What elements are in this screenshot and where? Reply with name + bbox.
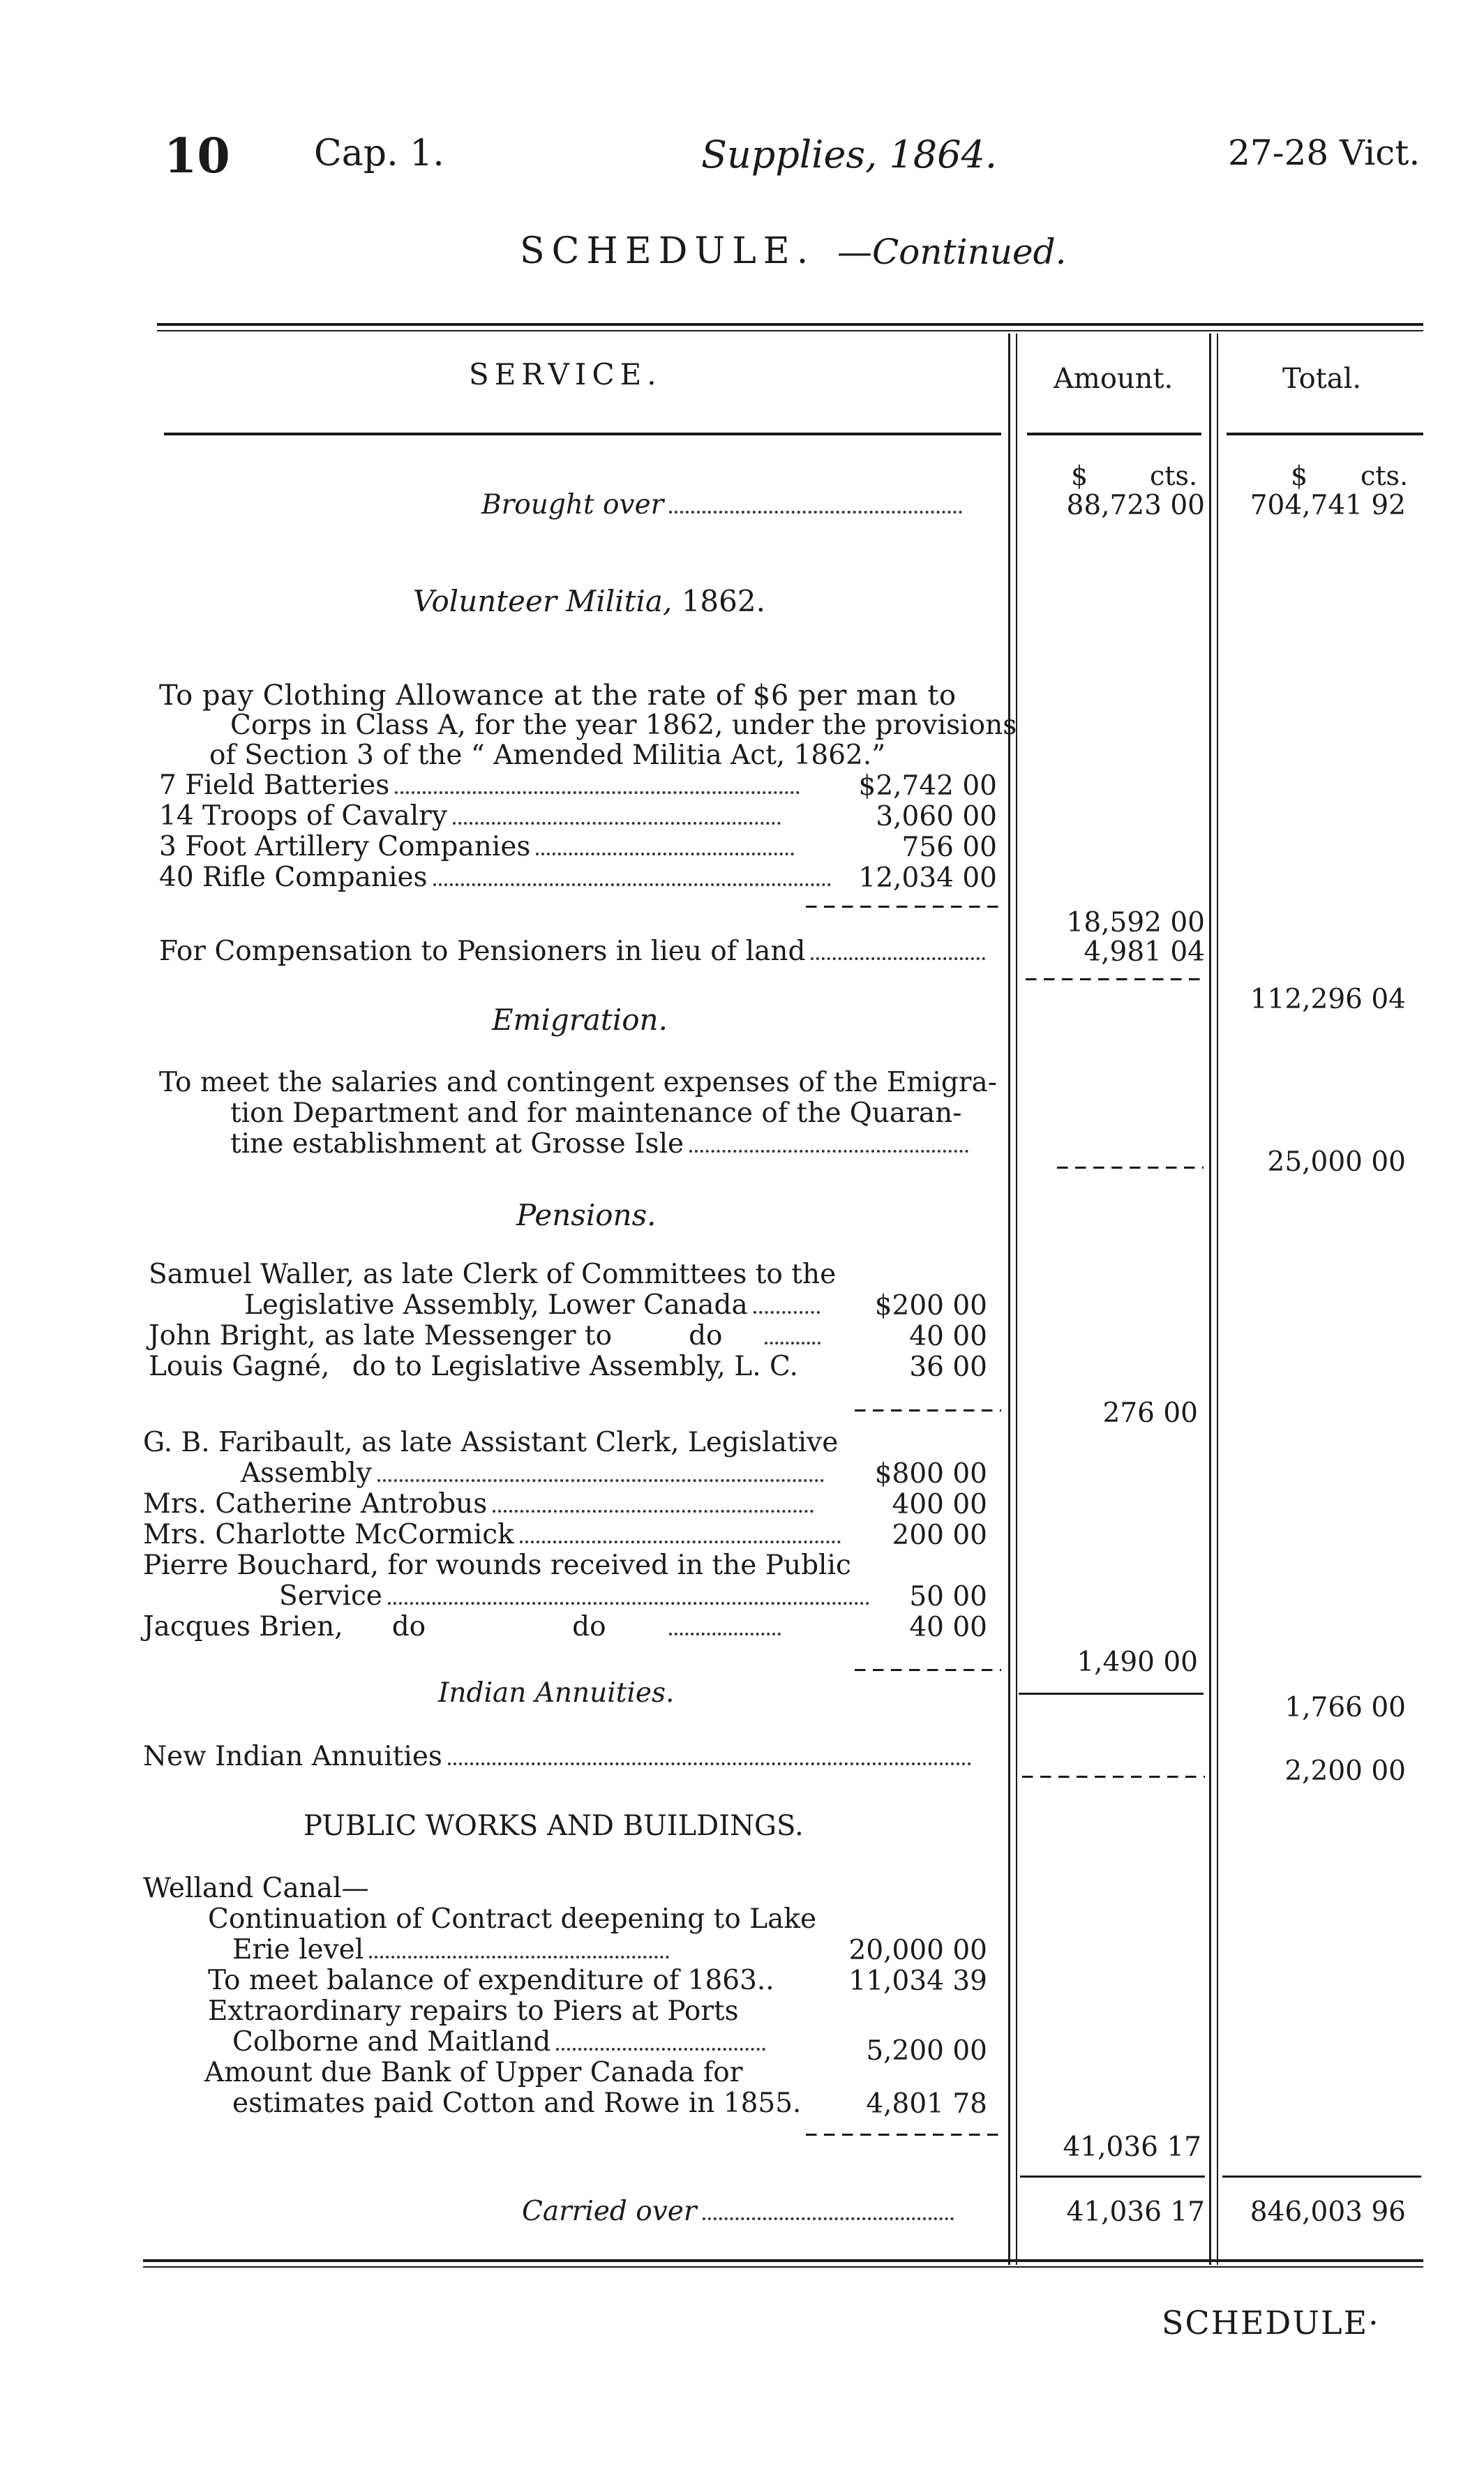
sum-rule [855, 1669, 1001, 1671]
schedule-continued: —Continued. [837, 232, 1067, 272]
militia-item-value: 3,060 00 [876, 801, 997, 832]
pension-entry: Pierre Bouchard, for wounds received in the Public [143, 1550, 851, 1581]
public-works-value: 11,034 39 [848, 1965, 987, 1997]
table-top-rule [157, 323, 1423, 326]
cents-label: cts. [1361, 460, 1409, 491]
header-rule [1227, 433, 1423, 435]
pension-value: $800 00 [874, 1458, 987, 1490]
section-heading-pensions: Pensions. [516, 1198, 657, 1232]
column-divider [1008, 334, 1010, 2265]
militia-intro-line: of Section 3 of the “ Amended Militia Act, 1862.” [209, 740, 886, 771]
pension-entry: Mrs. Charlotte McCormick [143, 1520, 841, 1550]
militia-intro-line: To pay Clothing Allowance at the rate of $6 per man to [159, 680, 957, 712]
pensioners-amount: 4,981 04 [1084, 936, 1205, 968]
pension-value: 50 00 [909, 1581, 987, 1612]
section-heading-public-works: PUBLIC WORKS AND BUILDINGS. [303, 1810, 804, 1842]
public-works-entry: Continuation of Contract deepening to Lake [208, 1903, 817, 1935]
pension-value: 36 00 [909, 1351, 987, 1383]
brought-over-amount: 88,723 00 [1066, 490, 1205, 521]
regnal-year: 27-28 Vict. [1228, 133, 1421, 173]
indian-total: 2,200 00 [1284, 1755, 1406, 1787]
amount-column-header: Amount. [1054, 363, 1174, 395]
schedule-heading: SCHEDULE. [520, 230, 816, 272]
sum-rule [806, 906, 1005, 908]
pension-entry: Assembly [241, 1458, 824, 1489]
pension-entry: Mrs. Catherine Antrobus [143, 1489, 814, 1520]
brought-over-total: 704,741 92 [1250, 490, 1406, 521]
sum-rule [806, 2134, 1005, 2136]
militia-item-value: $2,742 00 [858, 770, 997, 802]
page-number: 10 [164, 128, 230, 184]
public-works-entry: To meet balance of expenditure of 1863.. [208, 1965, 774, 1996]
pension-entry: Samuel Waller, as late Clerk of Committees to the [149, 1259, 837, 1290]
militia-item: 7 Field Batteries [159, 770, 800, 801]
militia-item-value: 756 00 [901, 832, 997, 863]
header-rule [1027, 433, 1201, 435]
public-works-entry: Amount due Bank of Upper Canada for [204, 2057, 743, 2088]
column-divider [1016, 334, 1017, 2265]
pension-value: 400 00 [892, 1489, 987, 1520]
public-works-value: 4,801 78 [866, 2088, 987, 2120]
militia-item: 40 Rifle Companies [159, 862, 831, 893]
militia-item: 3 Foot Artillery Companies [159, 832, 794, 862]
public-works-value: 5,200 00 [866, 2035, 987, 2067]
dollar-sign: $ [1071, 460, 1088, 491]
dotted-leader [1057, 1167, 1204, 1169]
section-heading-indian: Indian Annuities. [438, 1677, 675, 1709]
service-column-header: SERVICE. [469, 357, 662, 391]
public-works-value: 20,000 00 [848, 1935, 987, 1966]
pension-entry: Service [279, 1581, 869, 1612]
sum-rule [1020, 2176, 1205, 2178]
public-works-entry: estimates paid Cotton and Rowe in 1855. [232, 2088, 802, 2119]
emigration-line: tion Department and for maintenance of the Quaran- [230, 1098, 962, 1129]
pension-value: 40 00 [909, 1612, 987, 1643]
carried-over-label: Carried over [522, 2196, 954, 2227]
public-works-entry: Extraordinary repairs to Piers at Ports [208, 1995, 739, 2027]
carried-over-total: 846,003 96 [1250, 2196, 1406, 2228]
sum-rule [1026, 978, 1204, 980]
sum-rule [855, 1409, 1001, 1412]
total-column-header: Total. [1282, 363, 1362, 395]
pensioners-compensation: For Compensation to Pensioners in lieu of land [159, 936, 985, 967]
public-works-amount: 41,036 17 [1063, 2132, 1201, 2163]
militia-total: 112,296 04 [1250, 984, 1406, 1015]
dotted-leader [1022, 1776, 1205, 1778]
emigration-line: To meet the salaries and contingent expenses of the Emigra- [159, 1067, 997, 1098]
militia-intro-line: Corps in Class A, for the year 1862, under the provisions [230, 710, 1017, 741]
dollar-sign: $ [1291, 460, 1308, 491]
act-title: Supplies, 1864. [701, 133, 998, 177]
pension-entry: Legislative Assembly, Lower Canada [244, 1290, 820, 1321]
militia-item-value: 12,034 00 [858, 862, 997, 894]
pension-entry: John Bright, as late Messenger to do [149, 1321, 820, 1351]
militia-subtotal: 18,592 00 [1066, 907, 1205, 938]
header-rule [164, 433, 1001, 435]
pension-value: $200 00 [874, 1290, 987, 1321]
public-works-entry: Colborne and Maitland [232, 2027, 765, 2058]
pension-entry: G. B. Faribault, as late Assistant Clerk, Legislative [143, 1427, 839, 1458]
carried-over-amount: 41,036 17 [1066, 2196, 1205, 2228]
militia-item: 14 Troops of Cavalry [159, 801, 781, 832]
new-indian-annuities: New Indian Annuities [143, 1742, 971, 1772]
table-bottom-rule [143, 2259, 1423, 2262]
column-divider [1217, 334, 1218, 2265]
sum-rule [1222, 2176, 1421, 2178]
pensions-total: 1,766 00 [1284, 1692, 1406, 1723]
pensions-group2-amount: 1,490 00 [1077, 1647, 1198, 1678]
pensions-group1-amount: 276 00 [1102, 1398, 1198, 1429]
section-heading-emigration: Emigration. [492, 1003, 668, 1037]
table-top-rule-thin [157, 330, 1423, 331]
column-divider [1209, 334, 1211, 2265]
pension-value: 40 00 [909, 1321, 987, 1352]
emigration-line: tine establishment at Grosse Isle [230, 1129, 968, 1160]
welland-canal-heading: Welland Canal— [143, 1873, 369, 1904]
brought-over-label: Brought over [481, 490, 962, 521]
catchword: SCHEDULE· [1162, 2304, 1380, 2342]
pension-entry: Jacques Brien, do do [143, 1612, 781, 1642]
chapter-label: Cap. 1. [314, 133, 444, 174]
public-works-entry: Erie level [232, 1935, 669, 1965]
section-heading-militia: Volunteer Militia, 1862. [413, 584, 765, 618]
sum-rule [1019, 1693, 1204, 1695]
pension-entry: Louis Gagné, do to Legislative Assembly, L. C. [149, 1351, 798, 1382]
cents-label: cts. [1150, 460, 1198, 491]
pension-value: 200 00 [892, 1520, 987, 1551]
table-bottom-rule-thin [143, 2266, 1423, 2268]
emigration-total: 25,000 00 [1267, 1146, 1406, 1178]
